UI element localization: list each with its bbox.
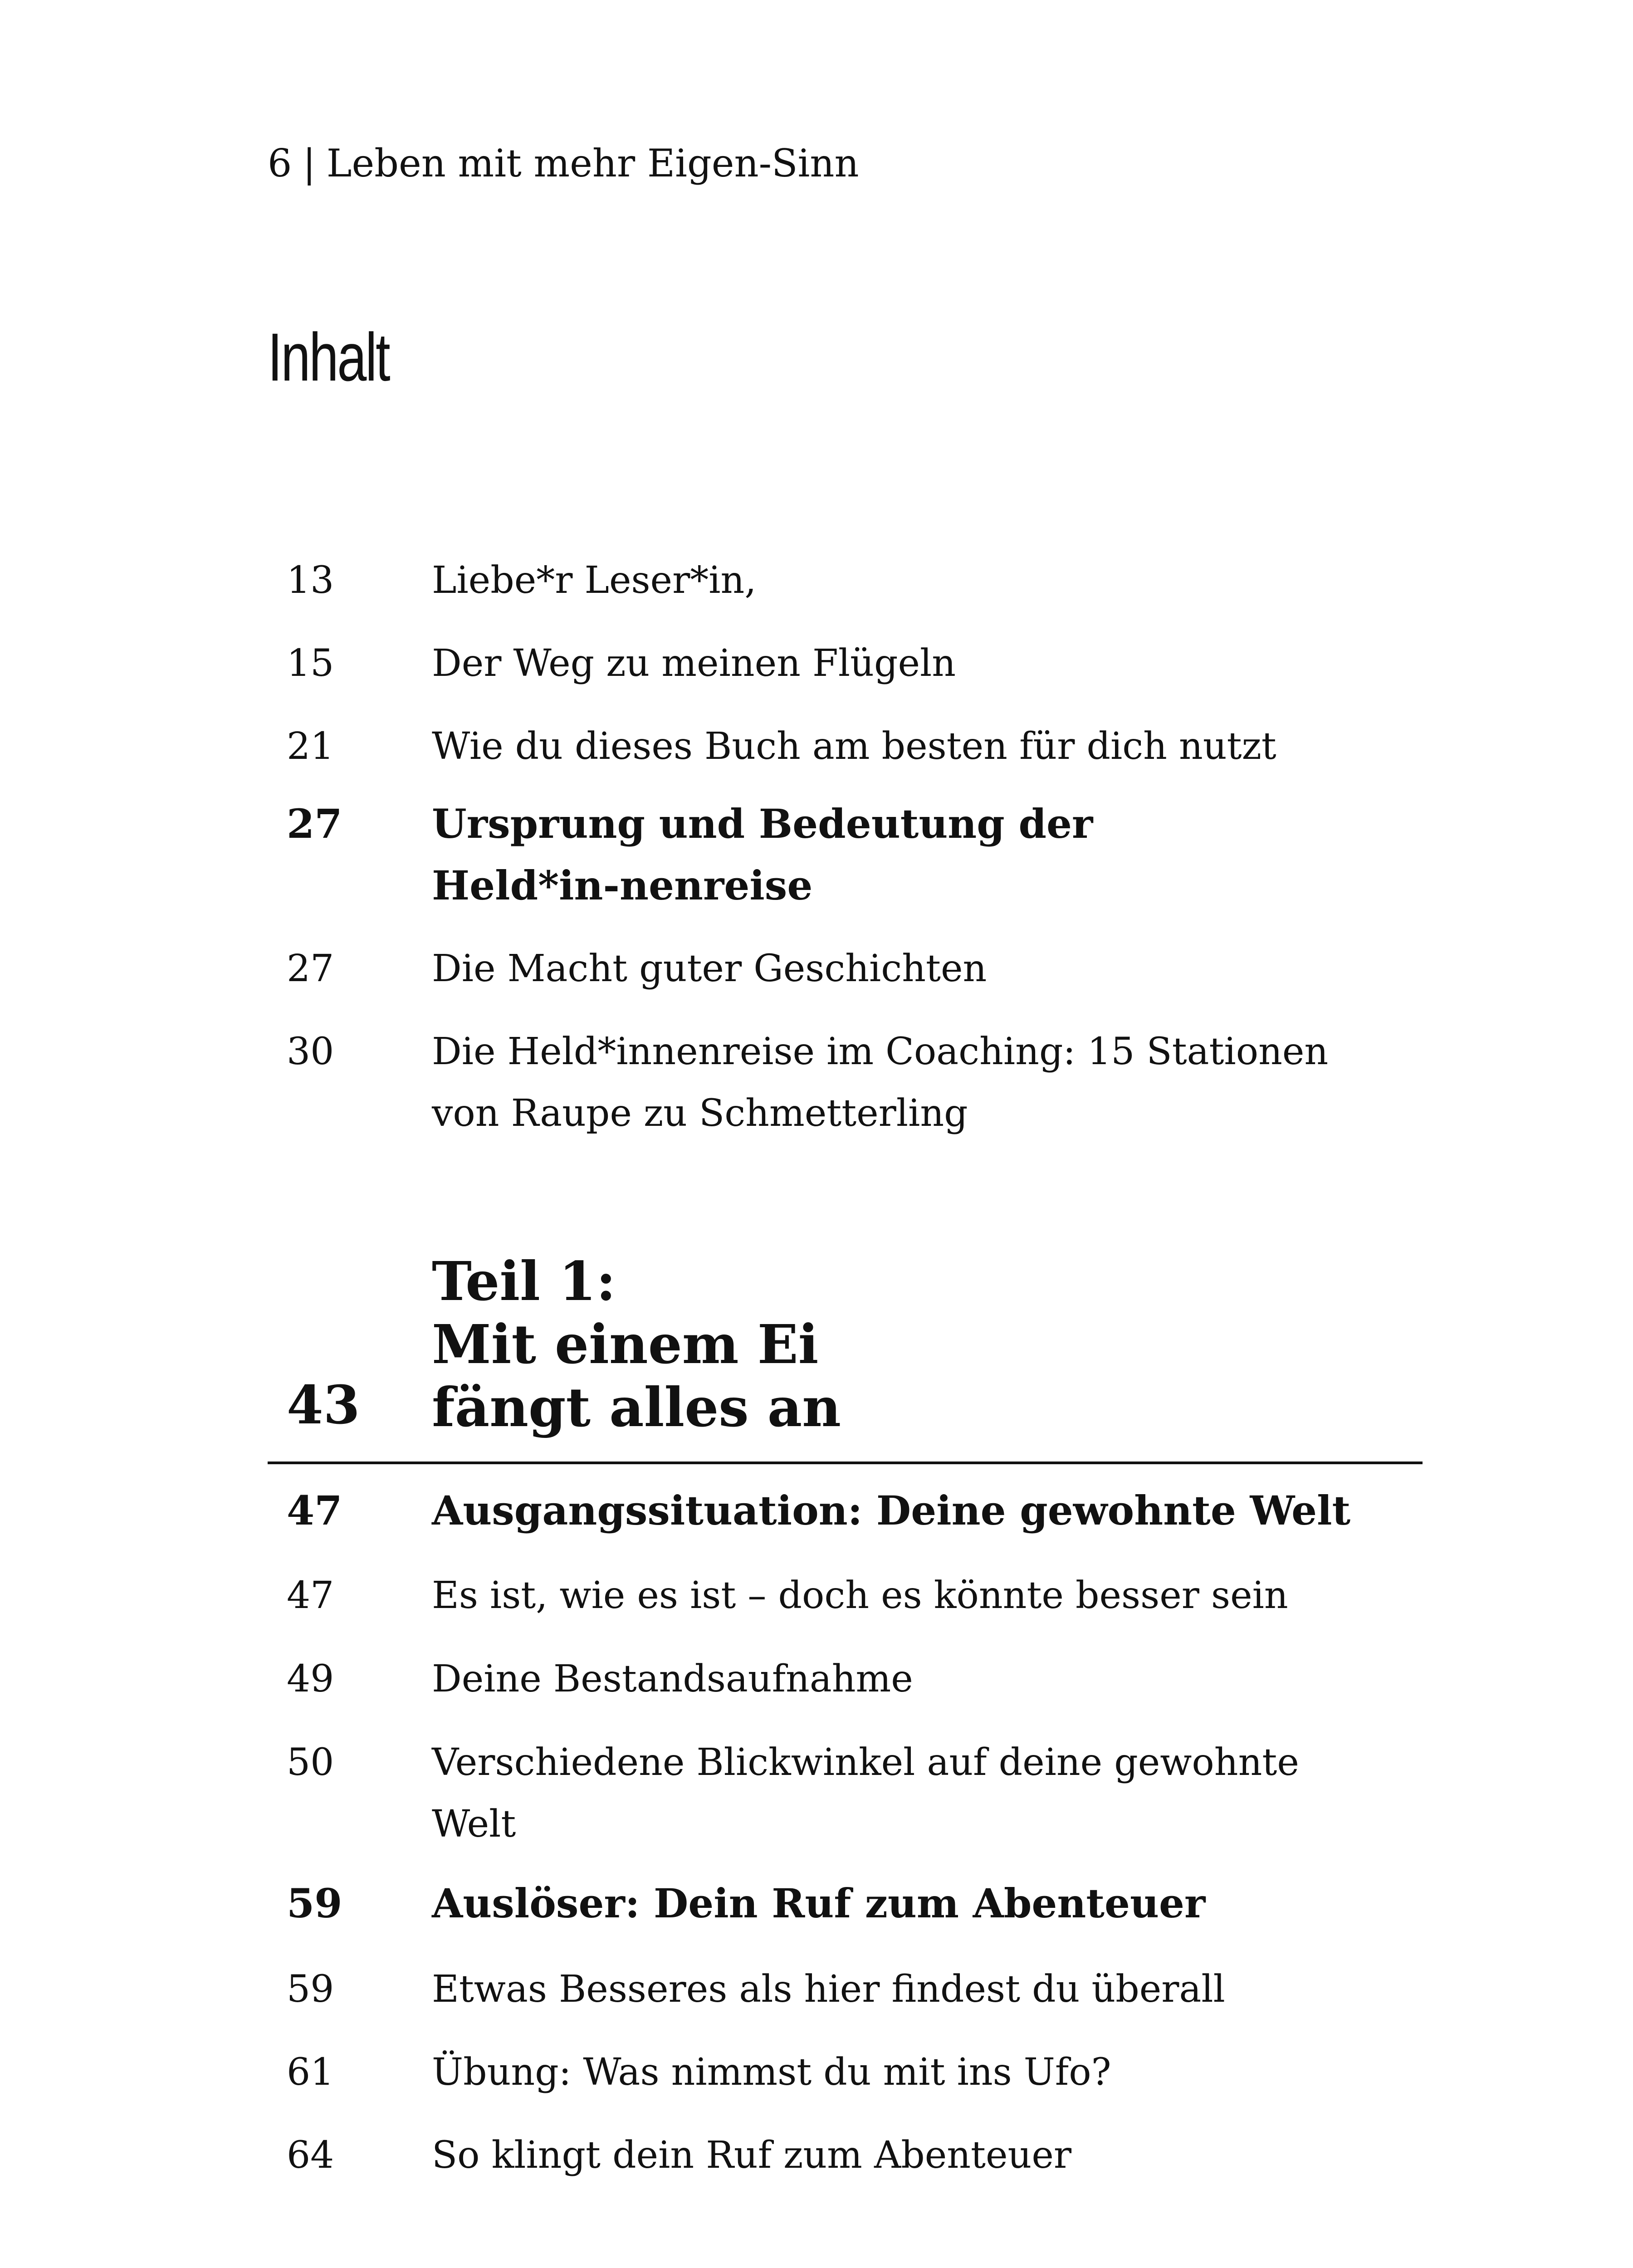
part-heading: [287, 1250, 1375, 1445]
toc-chapter-title: Ursprung und Bedeutung der Held*in-nenreise: [432, 800, 1093, 909]
book-title: Leben mit mehr Eigen-Sinn: [326, 141, 859, 186]
toc-page-number: 49: [287, 1657, 334, 1701]
toc-page-number: 59: [287, 1880, 342, 1927]
toc-entry-title: Der Weg zu meinen Flügeln: [432, 642, 956, 685]
toc-entry-title: Es ist, wie es ist – doch es könnte besser sein: [432, 1574, 1288, 1617]
toc-page-number: 59: [287, 1968, 334, 2011]
toc-entry-title: Deine Bestandsaufnahme: [432, 1657, 913, 1701]
toc-entry-title: Die Macht guter Geschichten: [432, 947, 987, 990]
page-number: 6: [268, 141, 292, 186]
toc-page-number: 30: [287, 1030, 334, 1073]
header-separator: |: [303, 141, 316, 186]
toc-page-number: 21: [287, 725, 334, 768]
toc-page-number: 50: [287, 1741, 334, 1784]
toc-page-number: 47: [287, 1487, 342, 1534]
toc-page-number: 47: [287, 1574, 334, 1617]
running-header: [268, 141, 859, 186]
toc-entry-title: Übung: Was nimmst du mit ins Ufo?: [432, 2051, 1111, 2094]
toc-page-number: 27: [287, 800, 342, 847]
toc-page-number: 13: [287, 559, 334, 602]
toc-chapter-title: Ausgangssituation: Deine gewohnte Welt: [432, 1487, 1351, 1534]
toc-page-number: 64: [287, 2134, 334, 2177]
toc-entry-title: Die Held*innenreise im Coaching: 15 Stationen von Raupe zu Schmetterling: [432, 1030, 1329, 1135]
toc-entry-title: So klingt dein Ruf zum Abenteuer: [432, 2134, 1072, 2177]
part-page-number: 43: [287, 1374, 360, 1436]
toc-page-number: 27: [287, 947, 334, 990]
toc-entry-title: Verschiedene Blickwinkel auf deine gewohnte Welt: [432, 1741, 1299, 1846]
part-title: Teil 1: Mit einem Ei fängt alles an: [432, 1250, 841, 1439]
toc-entry-title: Etwas Besseres als hier findest du überall: [432, 1968, 1225, 2011]
toc-page-number: 61: [287, 2051, 334, 2094]
toc-page-number: 15: [287, 642, 334, 685]
toc-chapter-title: Auslöser: Dein Ruf zum Abenteuer: [432, 1880, 1206, 1927]
toc-entry-title: Wie du dieses Buch am besten für dich nutzt: [432, 725, 1276, 768]
part-divider: [268, 1461, 1423, 1464]
toc-entry-title: Liebe*r Leser*in,: [432, 559, 757, 602]
page-title: Inhalt: [268, 319, 389, 395]
